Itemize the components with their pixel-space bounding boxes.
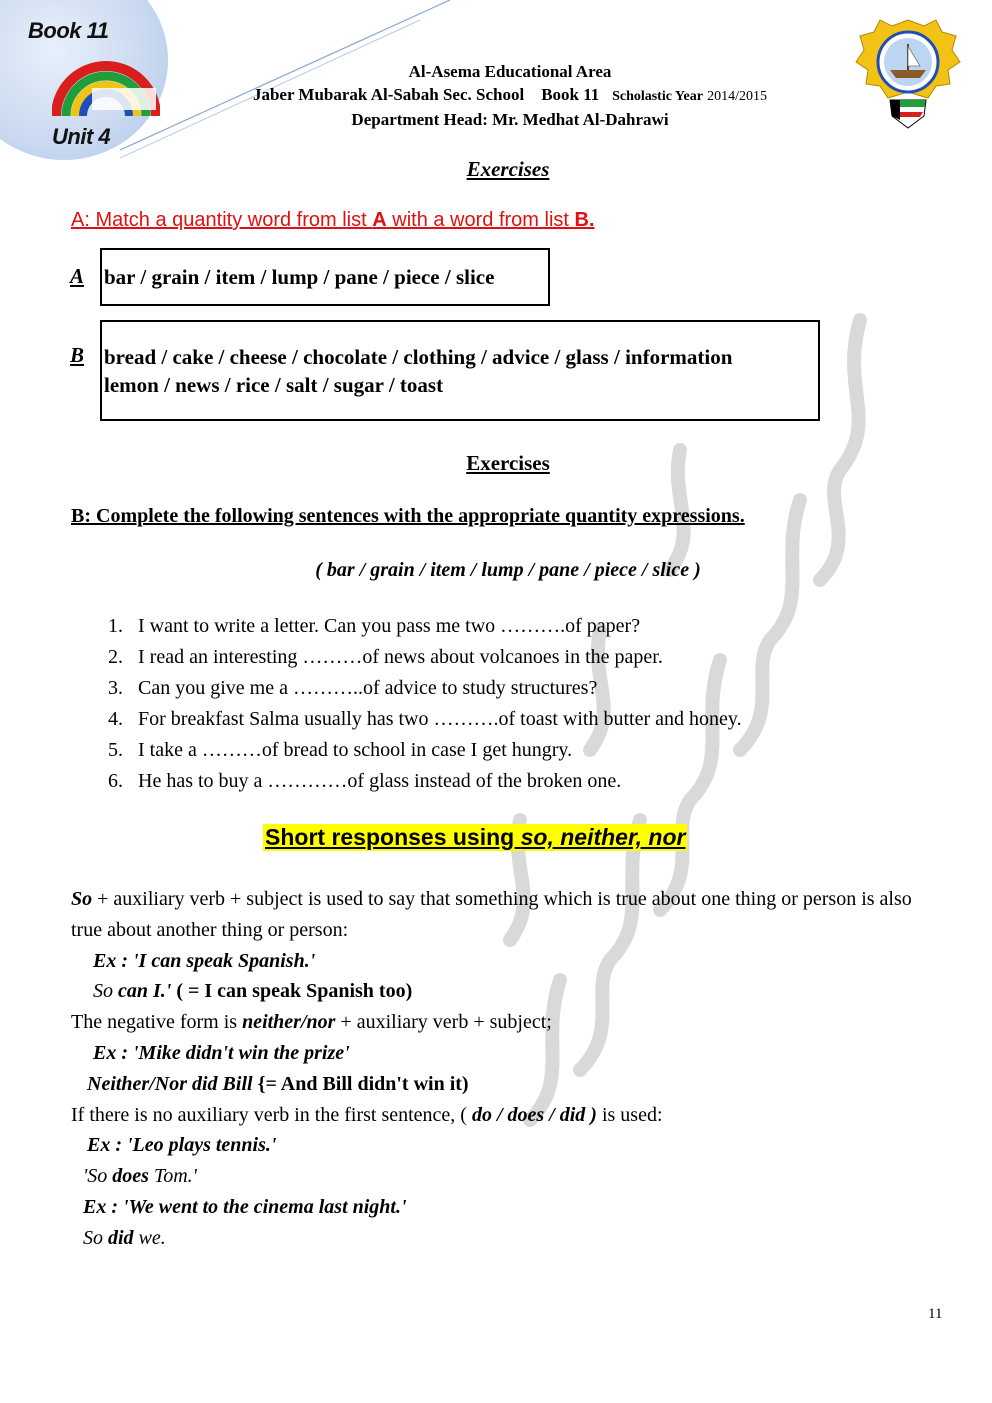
school-logo-rainbow xyxy=(52,50,160,120)
item-number: 2. xyxy=(108,646,123,668)
so-keyword: So xyxy=(71,888,93,910)
example-3-b: does xyxy=(112,1165,149,1188)
item-number: 3. xyxy=(108,677,123,699)
item-number: 6. xyxy=(108,770,123,792)
example-1-resp: can I.' xyxy=(113,980,172,1003)
short-responses-title-plain: Short responses using xyxy=(265,824,521,850)
list-item xyxy=(108,704,742,735)
list-b-words-line1: bread / cake / cheese / chocolate / clothing / advice / glass / information xyxy=(104,345,733,369)
header-department-head: Department Head: Mr. Medhat Al-Dahrawi xyxy=(351,110,669,129)
list-a-words: bar / grain / item / lump / pane / piece / slice xyxy=(104,265,495,289)
header-year: 2014/2015 xyxy=(707,89,768,104)
short-responses-body xyxy=(71,884,941,1254)
item-text: For breakfast Salma usually has two ……….of toast with butter and honey. xyxy=(138,708,742,730)
example-3-response xyxy=(71,1161,941,1192)
book-label: Book 11 xyxy=(28,18,109,43)
do-does-did-keyword: do / does / did ) xyxy=(471,1103,597,1126)
section-a-middle: with a word from list xyxy=(386,209,575,231)
neither-nor-keyword: neither/nor xyxy=(242,1011,336,1034)
paragraph-so-text: + auxiliary verb + subject is used to say that something which is true about one thing or person is also true about another thing or person: xyxy=(71,888,912,941)
example-2-note: {= And Bill didn't win it) xyxy=(252,1072,469,1095)
item-text: I want to write a letter. Can you pass me two ……….of paper? xyxy=(138,615,641,637)
paragraph-negative-start: The negative form is xyxy=(71,1011,243,1034)
header-book: Book 11 xyxy=(541,85,600,104)
example-3-a: 'So xyxy=(83,1165,113,1188)
exercises-heading-2: Exercises xyxy=(466,451,550,475)
section-b-title: B: Complete the following sentences with the appropriate quantity expressions. xyxy=(71,505,745,527)
exercise-list xyxy=(108,611,742,797)
list-item xyxy=(108,642,742,673)
example-4-a: So xyxy=(83,1226,108,1249)
paragraph-no-aux-end: is used: xyxy=(596,1103,663,1126)
header-scholastic-label: Scholastic Year xyxy=(612,89,703,104)
section-a-list-b: B. xyxy=(574,209,595,231)
paragraph-no-auxiliary xyxy=(71,1100,941,1131)
list-b-label: B xyxy=(70,343,85,367)
paragraph-so xyxy=(71,884,941,946)
page-number: 11 xyxy=(928,1306,943,1322)
example-1-note: ( = I can speak Spanish too) xyxy=(171,980,413,1003)
section-a-list-a: A xyxy=(372,209,387,231)
list-item xyxy=(108,611,742,642)
header-school: Jaber Mubarak Al-Sabah Sec. School xyxy=(252,85,525,104)
item-text: He has to buy a …………of glass instead of the broken one. xyxy=(138,770,622,792)
example-1: Ex : 'I can speak Spanish.' xyxy=(93,949,316,972)
item-text: I take a ………of bread to school in case I get hungry. xyxy=(138,739,573,761)
paragraph-negative-end: + auxiliary verb + subject; xyxy=(335,1011,552,1034)
list-b-words-line2: lemon / news / rice / salt / sugar / toast xyxy=(104,373,444,397)
kuwait-emblem-icon xyxy=(850,16,966,132)
example-2-response xyxy=(71,1069,941,1100)
item-text: Can you give me a ………..of advice to study structures? xyxy=(138,677,598,699)
short-responses-title-italic: so, neither, nor xyxy=(520,824,686,850)
example-1-response xyxy=(71,976,941,1007)
unit-label: Unit 4 xyxy=(52,124,111,149)
item-number: 5. xyxy=(108,739,123,761)
example-4: Ex : 'We went to the cinema last night.' xyxy=(83,1195,407,1218)
list-item xyxy=(108,766,742,797)
list-item xyxy=(108,673,742,704)
example-1-so: So xyxy=(93,980,113,1003)
section-a-prefix: A: Match a quantity word from list xyxy=(71,209,373,231)
example-3: Ex : 'Leo plays tennis.' xyxy=(87,1134,277,1157)
paragraph-negative xyxy=(71,1007,941,1038)
paragraph-no-aux-start: If there is no auxiliary verb in the first sentence, ( xyxy=(71,1103,472,1126)
item-text: I read an interesting ………of news about volcanoes in the paper. xyxy=(138,646,663,668)
item-number: 1. xyxy=(108,615,123,637)
list-a-label: A xyxy=(70,264,85,288)
list-item xyxy=(108,735,742,766)
example-2-resp: Neither/Nor did Bill xyxy=(87,1072,253,1095)
header-area: Al-Asema Educational Area xyxy=(408,62,612,81)
section-a-title xyxy=(71,209,595,232)
example-4-response xyxy=(71,1223,941,1254)
short-responses-title xyxy=(263,824,687,851)
section-b-hint: ( bar / grain / item / lump / pane / piece / slice ) xyxy=(315,559,701,581)
exercises-heading-1: Exercises xyxy=(466,157,550,181)
item-number: 4. xyxy=(108,708,123,730)
example-4-b: did xyxy=(108,1226,134,1249)
example-4-c: we. xyxy=(133,1226,166,1249)
example-3-c: Tom.' xyxy=(148,1165,197,1188)
header-school-line xyxy=(200,83,820,108)
page-header xyxy=(200,60,820,131)
example-2: Ex : 'Mike didn't win the prize' xyxy=(93,1041,350,1064)
